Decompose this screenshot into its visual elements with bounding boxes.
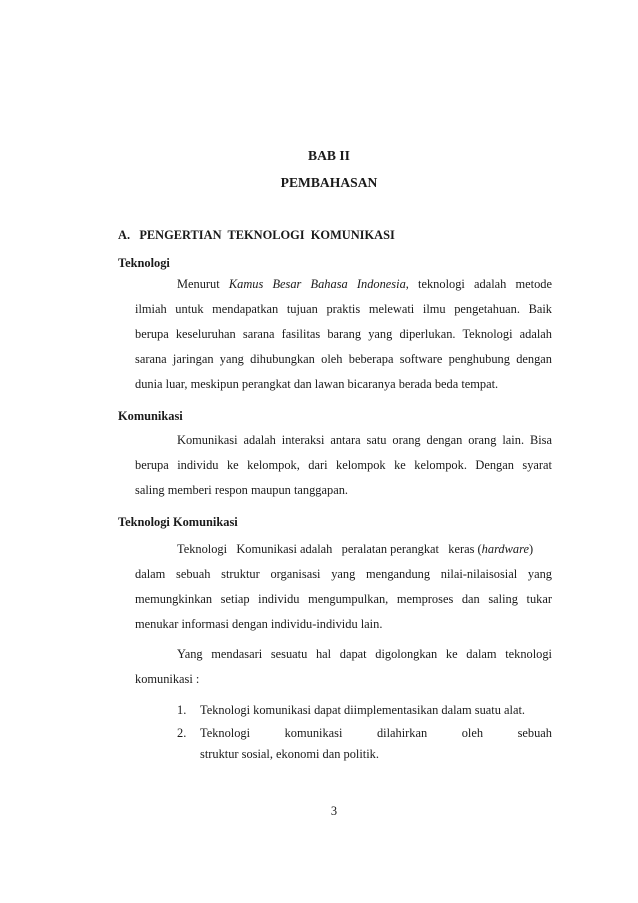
tekkom-line-3: memungkinkan setiap individu mengumpulkan, memproses dan saling tukar bbox=[135, 592, 552, 606]
list-item-2-number: 2. bbox=[177, 726, 187, 740]
teknologi-line-1-pre: Menurut bbox=[177, 277, 229, 291]
tekkom-line-1-post: ) bbox=[528, 542, 534, 556]
teknologi-line-1 bbox=[177, 276, 552, 292]
list-item-2-continuation: struktur sosial, ekonomi dan politik. bbox=[200, 747, 379, 761]
list-item-2-text: Teknologi komunikasi dilahirkan oleh sebuah bbox=[200, 726, 552, 740]
list-item-1-text: Teknologi komunikasi dapat diimplementasikan dalam suatu alat. bbox=[200, 703, 525, 717]
heading-komunikasi: Komunikasi bbox=[118, 409, 183, 423]
chapter-number: BAB II bbox=[308, 148, 350, 163]
tekkom-line-2: dalam sebuah struktur organisasi yang mengandung nilai-nilaisosial yang bbox=[135, 567, 552, 581]
tekkom-line-1-pre: Teknologi Komunikasi adalah peralatan perangkat keras ( bbox=[177, 542, 482, 556]
tekkom-line-1 bbox=[177, 541, 552, 557]
section-a-heading: A. PENGERTIAN TEKNOLOGI KOMUNIKASI bbox=[118, 228, 395, 242]
list-item-1-number: 1. bbox=[177, 703, 187, 717]
komunikasi-line-3: saling memberi respon maupun tanggapan. bbox=[135, 483, 348, 497]
hardware-term: hardware bbox=[481, 542, 529, 556]
teknologi-line-2: ilmiah untuk mendapatkan tujuan praktis melewati ilmu pengetahuan. Baik bbox=[135, 302, 552, 316]
tekkom-para2-line-1: Yang mendasari sesuatu hal dapat digolongkan ke dalam teknologi bbox=[177, 647, 552, 661]
komunikasi-line-1: Komunikasi adalah interaksi antara satu orang dengan orang lain. Bisa bbox=[177, 433, 552, 447]
teknologi-line-5: dunia luar, meskipun perangkat dan lawan bicaranya berada beda tempat. bbox=[135, 377, 499, 391]
teknologi-line-3: berupa keseluruhan sarana fasilitas barang yang diperlukan. Teknologi adalah bbox=[135, 327, 552, 341]
heading-teknologi: Teknologi bbox=[118, 256, 170, 270]
tekkom-para2-line-2: komunikasi : bbox=[135, 672, 200, 686]
komunikasi-line-2: berupa individu ke kelompok, dari kelompok ke kelompok. Dengan syarat bbox=[135, 458, 552, 472]
teknologi-line-4: sarana jaringan yang dihubungkan oleh beberapa software penghubung dengan bbox=[135, 352, 552, 366]
page-number: 3 bbox=[330, 804, 338, 818]
teknologi-line-1-post: , teknologi adalah metode bbox=[405, 277, 552, 291]
kamus-title: Kamus Besar Bahasa Indonesia bbox=[228, 277, 406, 291]
heading-teknologi-komunikasi: Teknologi Komunikasi bbox=[118, 515, 238, 529]
chapter-title: PEMBAHASAN bbox=[280, 175, 378, 190]
tekkom-line-4: menukar informasi dengan individu-individu lain. bbox=[135, 617, 383, 631]
